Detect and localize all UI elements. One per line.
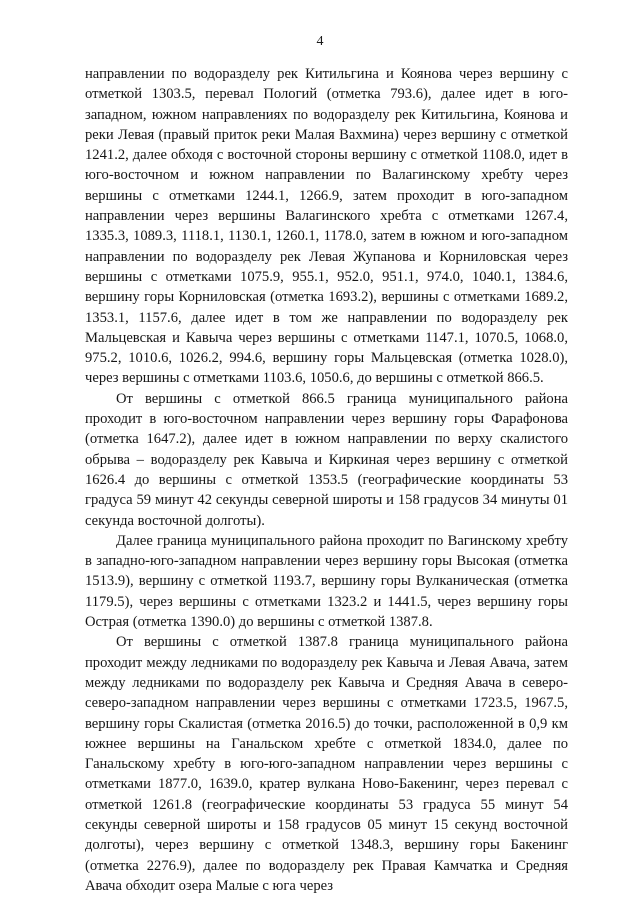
page-number: 4 xyxy=(316,34,324,49)
document-body xyxy=(85,64,568,896)
paragraph-2: От вершины с отметкой 866.5 граница муниципального района проходит в юго-восточном направлении через вершину горы Фарафонова (отметка 1647.2), далее идет в южном направлении по верху скалистого обрыва – водоразделу рек Кавыча и Киркиная через вершину с отметкой 1626.4 до вершины с отметкой 1353.5 (географические координаты 53 градуса 59 минут 42 секунды северной широты и 158 градусов 34 минуты 01 секунда восточной долготы). xyxy=(85,390,568,529)
paragraph-1: направлении по водоразделу рек Китильгина и Коянова через вершину с отметкой 1303.5, перевал Пологий (отметка 793.6), далее идет в юго-западном, южном направлениях по водоразделу рек Китильгина, Коянова и реки Левая (правый приток реки Малая Вахмина) через вершину с отметкой 1241.2, далее обходя с восточной стороны вершину с отметкой 1108.0, идет в юго-восточном и южном направлении по Валагинскому хребту через вершины с отметками 1244.1, 1266.9, затем проходит в юго-западном направлении через вершины Валагинского хребта с отметками 1267.4, 1335.3, 1089.3, 1118.1, 1130.1, 1260.1, 1178.0, затем в южном и юго-западном направлении по водоразделу рек Левая Жупанова и Корниловская через вершины с отметками 1075.9, 955.1, 952.0, 951.1, 974.0, 1040.1, 1384.6, вершину горы Корниловская (отметка 1693.2), вершины с отметками 1689.2, 1353.1, 1157.6, далее идет в том же направлении по водоразделу рек Мальцевская и Кавыча через вершины с отметками 1147.1, 1070.5, 1068.0, 975.2, 1010.6, 1026.2, 994.6, вершину горы Мальцевская (отметка 1028.0), через вершины с отметками 1103.6, 1050.6, до вершины с отметкой 866.5. xyxy=(85,66,568,387)
paragraph-4: От вершины с отметкой 1387.8 граница муниципального района проходит между ледниками по водоразделу рек Кавыча и Левая Авача, затем между ледниками по водоразделу рек Кавыча и Средняя Авача в северо-северо-западном направлении через вершины с отметками 1723.5, 1967.5, вершину горы Скалистая (отметка 2016.5) до точки, расположенной в 0,9 км южнее вершины на Ганальском хребте с отметкой 1834.0, далее по Ганальскому хребту в юго-юго-западном направлении через вершины с отметками 1877.0, 1639.0, кратер вулкана Ново-Бакенинг, через перевал с отметкой 1261.8 (географические координаты 53 градуса 55 минут 54 секунды северной широты и 158 градусов 05 минут 15 секунд восточной долготы), через вершину с отметкой 1348.3, вершину горы Бакенинг (отметка 2276.9), далее по водоразделу рек Правая Камчатка и Средняя Авача обходит озера Малые с юга через xyxy=(85,634,568,894)
paragraph-3: Далее граница муниципального района проходит по Вагинскому хребту в западно-юго-западном направлении через вершину горы Высокая (отметка 1513.9), вершину с отметкой 1193.7, вершину горы Вулканическая (отметка 1179.5), через вершины с отметками 1323.2 и 1441.5, через вершину горы Острая (отметка 1390.0) до вершины с отметкой 1387.8. xyxy=(85,532,568,631)
